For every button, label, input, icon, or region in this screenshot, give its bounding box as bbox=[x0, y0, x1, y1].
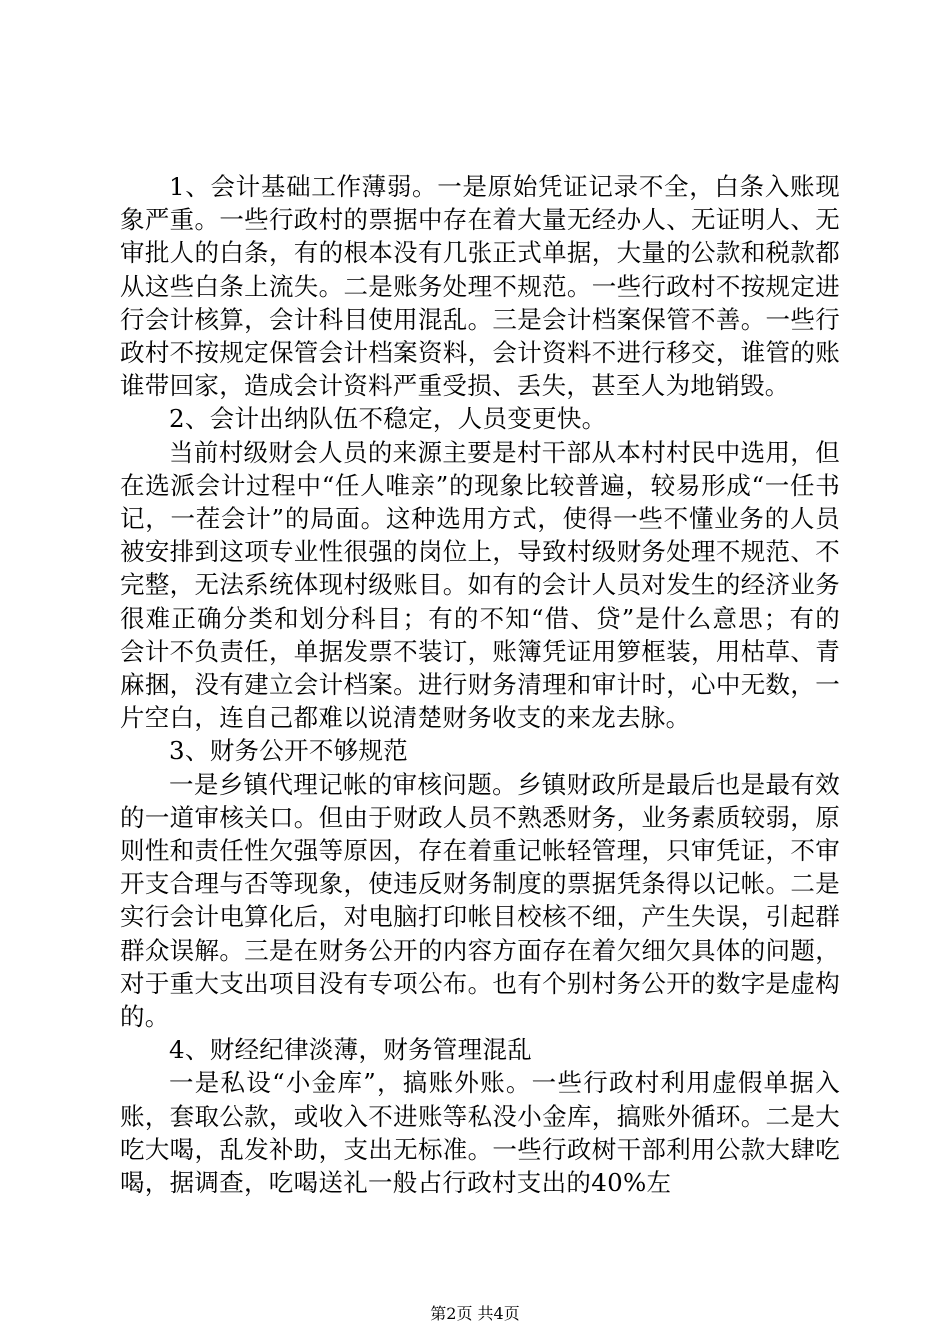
paragraph-financial-disclosure: 一是乡镇代理记帐的审核问题。乡镇财政所是最后也是最有效的一道审核关口。但由于财政人员不熟悉财务，业务素质较弱，原则性和责任性欠强等原因，存在着重记帐轻管理，只审凭证，不审开支合理与否等现象，使违反财务制度的票据凭条得以记帐。二是实行会计电算化后，对电脑打印帐目校核不细，产生失误，引起群群众误解。三是在财务公开的内容方面存在着欠细欠具体的问题，对于重大支出项目没有专项公布。也有个别村务公开的数字是虚构的。 bbox=[120, 769, 840, 1032]
heading-financial-discipline: 4、财经纪律淡薄，财务管理混乱 bbox=[169, 1035, 533, 1065]
heading-financial-disclosure: 3、财务公开不够规范 bbox=[169, 736, 409, 766]
heading-staff-instability: 2、会计出纳队伍不稳定，人员变更快。 bbox=[169, 404, 607, 434]
paragraph-staff-instability: 当前村级财会人员的来源主要是村干部从本村村民中选用，但在选派会计过程中“任人唯亲”的现象比较普遍，较易形成“一任书记，一茬会计”的局面。这种选用方式，使得一些不懂业务的人员被安排到这项专业性很强的岗位上，导致村级财务处理不规范、不完整，无法系统体现村级账目。如有的会计人员对发生的经济业务很难正确分类和划分科目；有的不知“借、贷”是什么意思；有的会计不负责任，单据发票不装订，账簿凭证用箩框装，用枯草、青麻捆，没有建立会计档案。进行财务清理和审计时，心中无数，一片空白，连自己都难以说清楚财务收支的来龙去脉。 bbox=[120, 437, 840, 733]
document-body bbox=[120, 170, 840, 1199]
paragraph-financial-discipline: 一是私设“小金库”，搞账外账。一些行政村利用虚假单据入账，套取公款，或收入不进账等私没小金库，搞账外循环。二是大吃大喝，乱发补助，支出无标准。一些行政树干部利用公款大肆吃喝，据调查，吃喝送礼一般占行政村支出的40%左 bbox=[120, 1068, 840, 1198]
paragraph-accounting-basics: 1、会计基础工作薄弱。一是原始凭证记录不全，白条入账现象严重。一些行政村的票据中存在着大量无经办人、无证明人、无审批人的白条，有的根本没有几张正式单据，大量的公款和税款都从这些白条上流失。二是账务处理不规范。一些行政村不按规定进行会计核算，会计科目使用混乱。三是会计档案保管不善。一些行政村不按规定保管会计档案资料，会计资料不进行移交，谁管的账谁带回家，造成会计资料严重受损、丢失，甚至人为地销毁。 bbox=[120, 172, 840, 401]
page-footer: 第2页 共4页 bbox=[430, 1304, 520, 1323]
